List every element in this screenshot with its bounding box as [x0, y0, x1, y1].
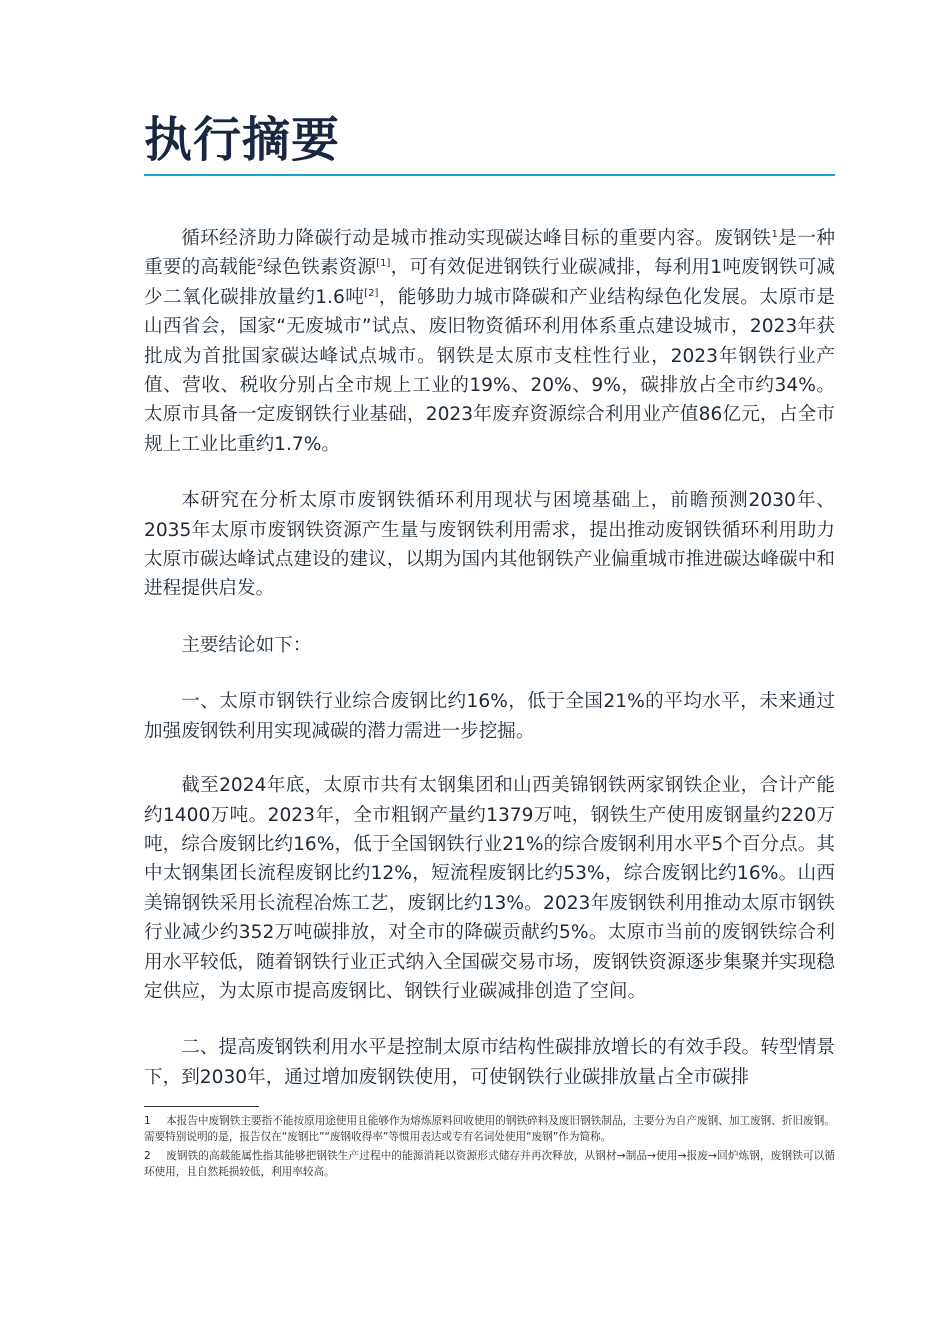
footnote-ref-1[interactable]: 1 [771, 228, 778, 240]
page-title: 执行摘要 [144, 112, 341, 168]
paragraph-conclusion-1: 一、太原市钢铁行业综合废钢比约16%，低于全国21%的平均水平，未来通过加强废钢铁利用实现减碳的潜力需进一步挖掘。 [144, 691, 835, 742]
footnote-2: 2 废钢铁的高载能属性指其能够把钢铁生产过程中的能源消耗以资源形式储存并再次释放，从钢材→制品→使用→报废→回炉炼钢，废钢铁可以循环使用，且自然耗损较低，利用率较高。 [144, 1150, 835, 1178]
footnote-1: 1 本报告中废钢铁主要指不能按原用途使用且能够作为熔炼原料回收使用的钢铁碎料及废旧钢铁制品，主要分为自产废钢、加工废钢、折旧废钢。需要特别说明的是，报告仅在“废钢比”“废钢收得率”等惯用表达或专有名词处使用“废钢”作为简称。 [144, 1115, 835, 1143]
paragraph-conclusions-heading: 主要结论如下： [181, 634, 312, 656]
paragraph-detail-1: 截至2024年底，太原市共有太钢集团和山西美锦钢铁两家钢铁企业，合计产能约1400万吨。2023年，全市粗钢产量约1379万吨，钢铁生产使用废钢量约220万吨，综合废钢比约16%，低于全国钢铁行业21%的综合废钢利用水平5个百分点。其中太钢集团长流程废钢比约12%，短流程废钢比约53%，综合废钢比约16%。山西美锦钢铁采用长流程冶炼工艺，废钢比约13%。2023年废钢铁利用推动太原市钢铁行业减少约352万吨碳排放，对全市的降碳贡献约5%。太原市当前的废钢铁综合利用水平较低，随着钢铁行业正式纳入全国碳交易市场，废钢铁资源逐步集聚并实现稳定供应，为太原市提高废钢比、钢铁行业碳减排创造了空间。 [144, 775, 835, 1002]
paragraph-intro: 循环经济助力降碳行动是城市推动实现碳达峰目标的重要内容。废钢铁$^1$是一种重要的高载能$^2$绿色铁素资源[1]，可有效促进钢铁行业碳减排，每利用1吨废钢铁可减少二氧化碳排放量约1.6吨[2]，能够助力城市降碳和产业结构绿色化发展。太原市是山西省会，国家“无废城市”试点、废旧物资循环利用体系重点建设城市，2023年获批成为首批国家碳达峰试点城市。钢铁是太原市支柱性行业，2023年钢铁行业产值、营收、税收分别占全市规上工业的19%、20%、9%，碳排放占全市约34%。太原市具备一定废钢铁行业基础，2023年废弃资源综合利用业产值86亿元，占全市规上工业比重约1.7%。 [144, 228, 835, 455]
paragraph-conclusion-2: 二、提高废钢铁利用水平是控制太原市结构性碳排放增长的有效手段。转型情景下，到2030年，通过增加废钢铁使用，可使钢铁行业碳排放量占全市碳排 [144, 1037, 835, 1088]
citation-ref-1[interactable]: [1] [376, 258, 391, 270]
footnotes [144, 1114, 835, 1184]
title-divider [144, 174, 835, 176]
paragraph-research: 本研究在分析太原市废钢铁循环利用现状与困境基础上，前瞻预测2030年、2035年太原市废钢铁资源产生量与废钢铁利用需求，提出推动废钢铁循环利用助力太原市碳达峰试点建设的建议，以期为国内其他钢铁产业偏重城市推进碳达峰碳中和进程提供启发。 [144, 490, 835, 600]
citation-ref-2[interactable]: [2] [364, 287, 379, 299]
main-body [144, 224, 835, 1119]
footnote-divider [144, 1106, 259, 1107]
footnote-ref-2[interactable]: 2 [256, 258, 264, 270]
